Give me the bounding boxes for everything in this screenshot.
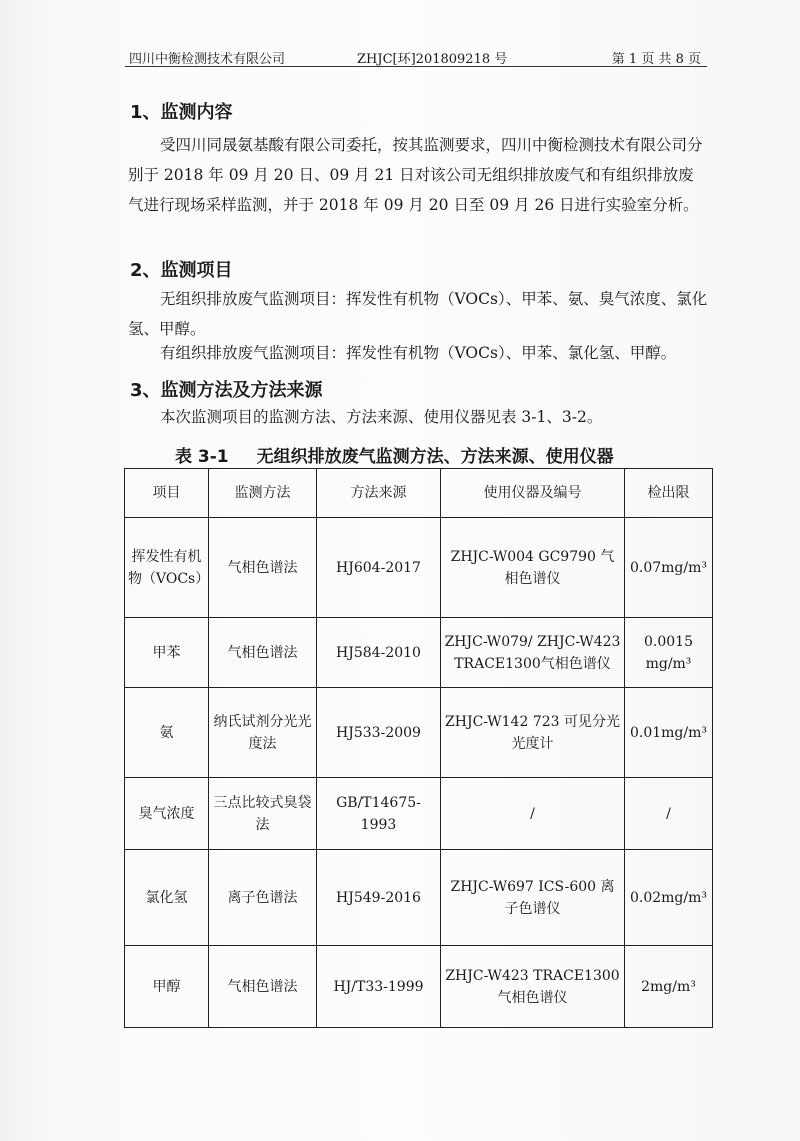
table-row	[125, 946, 713, 1028]
cell-instrument: ZHJC-W697 ICS-600 离子色谱仪	[441, 850, 625, 946]
company-name: 四川中衡检测技术有限公司	[129, 52, 286, 67]
cell-method: 气相色谱法	[209, 518, 317, 618]
cell-method: 纳氏试剂分光光度法	[209, 688, 317, 778]
header-instrument: 使用仪器及编号	[441, 469, 625, 518]
cell-item: 氯化氢	[125, 850, 209, 946]
cell-instrument: ZHJC-W079/ ZHJC-W423 TRACE1300气相色谱仪	[441, 618, 625, 688]
table-title: 无组织排放废气监测方法、方法来源、使用仪器	[256, 447, 614, 467]
table-caption	[175, 442, 695, 467]
section-3-paragraph: 本次监测项目的监测方法、方法来源、使用仪器见表 3-1、3-2。	[160, 408, 603, 426]
section-1-paragraph: 受四川同晟氨基酸有限公司委托，按其监测要求，四川中衡检测技术有限公司分别于 2018 年 09 月 20 日、09 月 21 日对该公司无组织排放废气和有组织排放废气进行现场采样监测，并于 2018 年 09 月 20 日至 09 月 26 日进行实验室分析。	[128, 136, 703, 214]
cell-item: 挥发性有机物（VOCs）	[125, 518, 209, 618]
table-row	[125, 850, 713, 946]
cell-method: 气相色谱法	[209, 618, 317, 688]
cell-limit: /	[625, 778, 713, 850]
cell-source: HJ549-2016	[317, 850, 441, 946]
cell-item: 甲醇	[125, 946, 209, 1028]
cell-instrument: ZHJC-W423 TRACE1300 气相色谱仪	[441, 946, 625, 1028]
header-item: 项目	[125, 469, 209, 518]
report-number: ZHJC[环]201809218 号	[357, 52, 508, 67]
section-2-paragraph-2: 有组织排放废气监测项目：挥发性有机物（VOCs）、甲苯、氯化氢、甲醇。	[160, 344, 677, 362]
cell-item: 甲苯	[125, 618, 209, 688]
table-header-row	[125, 469, 713, 518]
section-2-paragraph-1: 无组织排放废气监测项目：挥发性有机物（VOCs）、甲苯、氨、臭气浓度、氯化氢、甲醇。	[128, 290, 708, 338]
cell-method: 离子色谱法	[209, 850, 317, 946]
cell-item: 氨	[125, 688, 209, 778]
table-number: 表 3-1	[175, 447, 229, 467]
cell-instrument: /	[441, 778, 625, 850]
cell-source: HJ533-2009	[317, 688, 441, 778]
cell-instrument: ZHJC-W004 GC9790 气相色谱仪	[441, 518, 625, 618]
page-number: 第 1 页 共 8 页	[611, 52, 701, 67]
cell-source: HJ584-2010	[317, 618, 441, 688]
page-header	[125, 42, 707, 67]
monitoring-methods-table	[124, 468, 713, 1028]
table-row	[125, 688, 713, 778]
cell-item: 臭气浓度	[125, 778, 209, 850]
section-2-title: 2、监测项目	[130, 260, 233, 281]
cell-instrument: ZHJC-W142 723 可见分光光度计	[441, 688, 625, 778]
cell-limit: 0.01mg/m³	[625, 688, 713, 778]
section-3-title: 3、监测方法及方法来源	[130, 380, 323, 401]
cell-limit: 0.0015 mg/m³	[625, 618, 713, 688]
table-row	[125, 518, 713, 618]
header-limit: 检出限	[625, 469, 713, 518]
section-1-title: 1、监测内容	[130, 102, 233, 123]
cell-limit: 0.02mg/m³	[625, 850, 713, 946]
cell-source: HJ604-2017	[317, 518, 441, 618]
cell-method: 三点比较式臭袋法	[209, 778, 317, 850]
cell-method: 气相色谱法	[209, 946, 317, 1028]
cell-source: HJ/T33-1999	[317, 946, 441, 1028]
cell-limit: 0.07mg/m³	[625, 518, 713, 618]
header-source: 方法来源	[317, 469, 441, 518]
table-row	[125, 778, 713, 850]
cell-source: GB/T14675-1993	[317, 778, 441, 850]
header-method: 监测方法	[209, 469, 317, 518]
table-row	[125, 618, 713, 688]
cell-limit: 2mg/m³	[625, 946, 713, 1028]
